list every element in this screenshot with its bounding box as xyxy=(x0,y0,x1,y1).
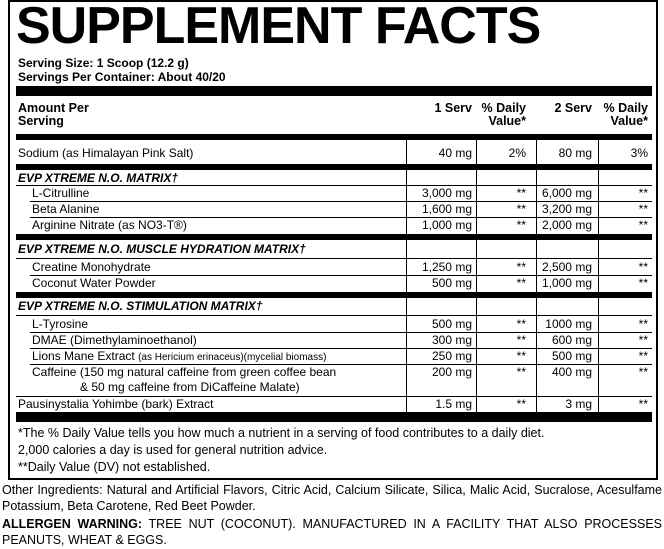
ingredient-amount-2: 600 mg xyxy=(551,333,592,347)
dv-not-established: **Daily Value (DV) not established. xyxy=(18,460,211,474)
panel-title: SUPPLEMENT FACTS xyxy=(16,0,541,55)
bar-after-matrix1 xyxy=(16,234,652,240)
thick-bar-bottom xyxy=(16,412,652,422)
ingredient-amount-1: 1,600 mg xyxy=(421,202,472,216)
ingredient-dv-1: ** xyxy=(516,260,526,274)
thick-bar-top xyxy=(16,86,652,96)
ingredient-amount-1: 3,000 mg xyxy=(421,186,472,200)
col-divider xyxy=(536,140,537,412)
sodium-name: Sodium (as Himalayan Pink Salt) xyxy=(18,146,194,160)
matrix2-title: EVP XTREME N.O. MUSCLE HYDRATION MATRIX† xyxy=(18,242,306,256)
dv-footnote-line1: *The % Daily Value tells you how much a nutrient in a serving of food contributes to a daily diet. xyxy=(18,426,545,440)
ingredient-amount-2: 2,500 mg xyxy=(541,260,592,274)
ingredient-name: L-Tyrosine xyxy=(32,317,89,331)
ingredient-dv-2: ** xyxy=(638,317,648,331)
ingredient-dv-1: ** xyxy=(516,218,526,232)
yohimbe-dv-1: ** xyxy=(516,397,526,411)
header-amount-per: Amount Per xyxy=(18,101,89,115)
supplement-facts-panel xyxy=(8,0,658,480)
ingredient-amount-1: 300 mg xyxy=(431,333,472,347)
ingredient-dv-2: ** xyxy=(638,218,648,232)
rule xyxy=(16,258,652,259)
ingredient-amount-1: 200 mg xyxy=(431,365,472,379)
ingredient-dv-2: ** xyxy=(638,186,648,200)
ingredient-dv-2: ** xyxy=(638,365,648,379)
ingredient-name: DMAE (Dimethylaminoethanol) xyxy=(32,333,197,347)
ingredient-dv-1: ** xyxy=(516,202,526,216)
ingredient-name: L-Citrulline xyxy=(32,186,90,200)
rule xyxy=(16,315,652,316)
ingredient-name: Arginine Nitrate (as NO3-T®) xyxy=(32,218,187,232)
ingredient-name xyxy=(32,350,326,364)
ingredient-dv-2: ** xyxy=(638,260,648,274)
ingredient-dv-2: ** xyxy=(638,333,648,347)
lions-mane-name: Lions Mane Extract xyxy=(32,349,135,363)
ingredient-dv-1: ** xyxy=(516,333,526,347)
allergen-text: TREE NUT (COCONUT). MANUFACTURED IN A FACILITY THAT ALSO PROCESSES PEANUTS, WHEAT & EGGS. xyxy=(2,517,662,547)
ingredient-amount-2: 3,200 mg xyxy=(541,202,592,216)
caffeine-line1: Caffeine (150 mg natural caffeine from green coffee bean xyxy=(32,365,337,379)
header-dv2-a: % Daily xyxy=(603,101,648,115)
bar-after-matrix2 xyxy=(16,292,652,298)
sodium-amount-1: 40 mg xyxy=(438,146,472,160)
col-divider xyxy=(406,140,407,412)
bar-under-header xyxy=(16,134,652,140)
ingredient-dv-2: ** xyxy=(638,349,648,363)
ingredient-amount-2: 2,000 mg xyxy=(541,218,592,232)
sodium-dv-2: 3% xyxy=(630,146,648,160)
lions-mane-detail: (as Hericium erinaceus)(mycelial biomass) xyxy=(138,352,327,363)
col-divider xyxy=(598,140,599,412)
bar-after-sodium xyxy=(16,164,652,170)
ingredient-dv-1: ** xyxy=(516,349,526,363)
matrix3-title: EVP XTREME N.O. STIMULATION MATRIX† xyxy=(18,299,263,313)
yohimbe-amount-2: 3 mg xyxy=(565,397,592,411)
header-1-serv: 1 Serv xyxy=(434,101,472,115)
header-dv1-a: % Daily xyxy=(481,101,526,115)
servings-per-container: Servings Per Container: About 40/20 xyxy=(18,70,226,84)
ingredient-amount-1: 500 mg xyxy=(431,317,472,331)
yohimbe-amount-1: 1.5 mg xyxy=(435,397,472,411)
allergen-warning xyxy=(2,516,662,548)
other-ingredients: Other Ingredients: Natural and Artificial Flavors, Citric Acid, Calcium Silicate, Silica, Malic Acid, Sucralose, Acesulfame Potassium, Beta Carotene, Red Beet Powder. xyxy=(2,483,662,513)
ingredient-amount-2: 6,000 mg xyxy=(541,186,592,200)
ingredient-amount-1: 1,000 mg xyxy=(421,218,472,232)
yohimbe-name: Pausinystalia Yohimbe (bark) Extract xyxy=(18,397,214,411)
dv-footnote-line2: 2,000 calories a day is used for general nutrition advice. xyxy=(18,443,328,457)
yohimbe-dv-2: ** xyxy=(638,397,648,411)
serving-size: Serving Size: 1 Scoop (12.2 g) xyxy=(18,56,189,70)
ingredient-dv-1: ** xyxy=(516,317,526,331)
ingredient-amount-1: 500 mg xyxy=(431,276,472,290)
ingredient-amount-1: 1,250 mg xyxy=(421,260,472,274)
ingredient-dv-1: ** xyxy=(516,365,526,379)
ingredient-name: Beta Alanine xyxy=(32,202,100,216)
ingredient-amount-2: 1,000 mg xyxy=(541,276,592,290)
ingredient-name: Coconut Water Powder xyxy=(32,276,156,290)
ingredient-name: Creatine Monohydrate xyxy=(32,260,151,274)
ingredient-dv-2: ** xyxy=(638,276,648,290)
ingredient-amount-1: 250 mg xyxy=(431,349,472,363)
ingredient-amount-2: 400 mg xyxy=(551,365,592,379)
allergen-label: ALLERGEN WARNING: xyxy=(2,517,143,531)
sodium-amount-2: 80 mg xyxy=(558,146,592,160)
caffeine-line2: & 50 mg caffeine from DiCaffeine Malate) xyxy=(80,380,300,394)
header-serving: Serving xyxy=(18,114,64,128)
col-divider xyxy=(476,140,477,412)
sodium-dv-1: 2% xyxy=(508,146,526,160)
ingredient-dv-2: ** xyxy=(638,202,648,216)
ingredient-amount-2: 1000 mg xyxy=(545,317,592,331)
header-2-serv: 2 Serv xyxy=(554,101,592,115)
ingredient-amount-2: 500 mg xyxy=(551,349,592,363)
ingredient-dv-1: ** xyxy=(516,186,526,200)
header-dv2-b: Value* xyxy=(610,114,648,128)
header-dv1-b: Value* xyxy=(488,114,526,128)
matrix1-title: EVP XTREME N.O. MATRIX† xyxy=(18,171,179,185)
ingredient-dv-1: ** xyxy=(516,276,526,290)
